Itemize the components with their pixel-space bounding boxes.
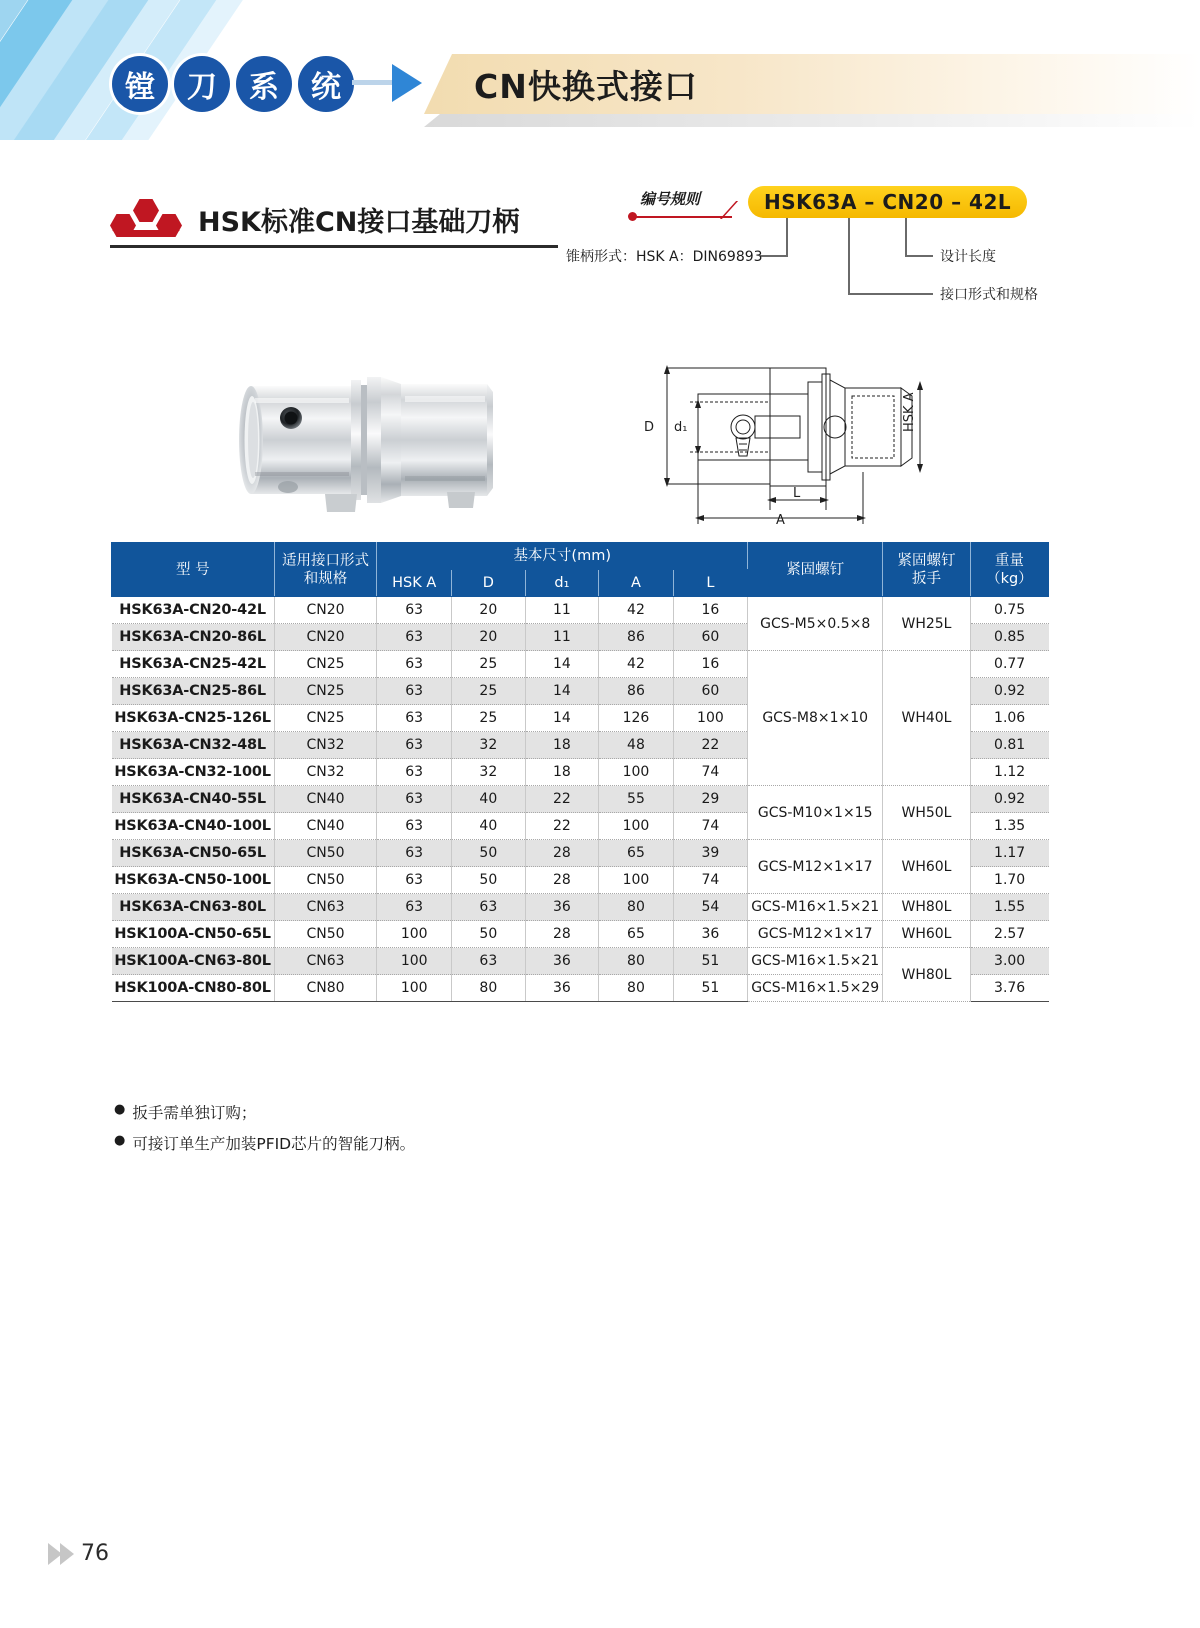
- note-text-2: 可接订单生产加装PFID芯片的智能刀柄。: [132, 1135, 416, 1153]
- cell-a: 80: [599, 894, 673, 921]
- cell-d: 32: [452, 732, 526, 759]
- cell-l: 39: [673, 840, 747, 867]
- drawing-label-d: D: [644, 420, 655, 435]
- callout-leg-interface-horiz: [848, 293, 933, 295]
- cell-hsk: 63: [377, 624, 452, 651]
- cell-screw: GCS-M5×0.5×8: [748, 597, 883, 651]
- col-header-weight-line1: 重量: [994, 552, 1024, 569]
- cell-screw: GCS-M12×1×17: [748, 921, 883, 948]
- cell-interface: CN63: [274, 948, 377, 975]
- cell-l: 29: [673, 786, 747, 813]
- technical-drawing: [630, 352, 930, 524]
- cell-a: 126: [599, 705, 673, 732]
- cell-weight: 1.06: [970, 705, 1048, 732]
- page-number: 76: [81, 1541, 109, 1566]
- cell-l: 22: [673, 732, 747, 759]
- cell-weight: 1.17: [970, 840, 1048, 867]
- cell-hsk: 100: [377, 948, 452, 975]
- cell-interface: CN40: [274, 786, 377, 813]
- cell-l: 16: [673, 597, 747, 624]
- bullet-icon: ●: [114, 1102, 126, 1117]
- cell-a: 48: [599, 732, 673, 759]
- col-header-interface-line2: 和规格: [303, 570, 348, 587]
- page-header: [0, 0, 1200, 140]
- note-item-2: [114, 1129, 415, 1160]
- cell-hsk: 63: [377, 678, 452, 705]
- cell-l: 74: [673, 759, 747, 786]
- cell-d1: 36: [525, 894, 599, 921]
- cell-interface: CN80: [274, 975, 377, 1002]
- cell-d: 50: [452, 840, 526, 867]
- cell-d: 20: [452, 597, 526, 624]
- cell-a: 42: [599, 651, 673, 678]
- cell-interface: CN20: [274, 597, 377, 624]
- header-badge-3: 系: [236, 56, 292, 112]
- numbering-rule-label: 编号规则: [640, 190, 701, 208]
- header-badge-4: 统: [298, 56, 354, 112]
- cell-model: HSK100A-CN50-65L: [112, 921, 275, 948]
- annotation-taper: 锥柄形式：HSK A：DIN69893: [566, 249, 763, 265]
- cell-interface: CN50: [274, 867, 377, 894]
- col-header-l: L: [673, 570, 747, 597]
- cell-interface: CN32: [274, 759, 377, 786]
- cell-a: 86: [599, 624, 673, 651]
- cell-screw: GCS-M16×1.5×29: [748, 975, 883, 1002]
- cell-model: HSK100A-CN80-80L: [112, 975, 275, 1002]
- section-heading: [110, 196, 558, 248]
- specification-table: [111, 542, 1049, 1002]
- cell-screw: GCS-M16×1.5×21: [748, 948, 883, 975]
- header-badge-group: [112, 56, 354, 112]
- cell-weight: 0.85: [970, 624, 1048, 651]
- cell-d: 40: [452, 786, 526, 813]
- col-header-basic-dims: 基本尺寸(mm): [377, 543, 748, 570]
- banner-plate-shadow: [424, 114, 1200, 127]
- cell-weight: 1.35: [970, 813, 1048, 840]
- drawing-label-d1: d₁: [674, 420, 688, 435]
- banner-title: CN快换式接口: [474, 66, 698, 106]
- cell-weight: 0.81: [970, 732, 1048, 759]
- cell-interface: CN50: [274, 840, 377, 867]
- cell-model: HSK63A-CN40-55L: [112, 786, 275, 813]
- cell-d: 25: [452, 651, 526, 678]
- cell-l: 60: [673, 624, 747, 651]
- callout-leg-taper: [786, 218, 788, 256]
- notes-list: [114, 1098, 415, 1160]
- col-header-wrench: [883, 543, 971, 597]
- cell-l: 16: [673, 651, 747, 678]
- cell-d1: 28: [525, 867, 599, 894]
- col-header-weight-line2: （kg）: [986, 570, 1033, 587]
- cell-l: 74: [673, 867, 747, 894]
- table-head: [112, 543, 1049, 597]
- cell-interface: CN63: [274, 894, 377, 921]
- cell-d1: 18: [525, 732, 599, 759]
- col-header-wrench-line1: 紧固螺钉: [897, 552, 956, 569]
- cell-d: 63: [452, 894, 526, 921]
- annotation-interface-spec: 接口形式和规格: [940, 287, 1038, 303]
- hexagon-logo-icon: [110, 199, 182, 239]
- callout-leg-interface: [848, 218, 850, 294]
- cell-a: 65: [599, 921, 673, 948]
- cell-d: 50: [452, 867, 526, 894]
- col-header-interface-line1: 适用接口形式: [281, 552, 369, 569]
- callout-leg-taper-horiz: [760, 255, 788, 257]
- col-header-wrench-line2: 扳手: [912, 570, 941, 587]
- cell-hsk: 63: [377, 813, 452, 840]
- cell-weight: 0.92: [970, 678, 1048, 705]
- drawing-label-l: L: [793, 486, 801, 501]
- cell-weight: 2.57: [970, 921, 1048, 948]
- cell-model: HSK63A-CN40-100L: [112, 813, 275, 840]
- cell-d1: 28: [525, 921, 599, 948]
- table-row: [112, 921, 1049, 948]
- cell-d1: 22: [525, 813, 599, 840]
- table-row: [112, 786, 1049, 813]
- cell-weight: 1.70: [970, 867, 1048, 894]
- cell-d1: 22: [525, 786, 599, 813]
- cell-hsk: 63: [377, 705, 452, 732]
- col-header-model: 型 号: [112, 543, 275, 597]
- table-row: [112, 894, 1049, 921]
- cell-a: 42: [599, 597, 673, 624]
- cell-hsk: 63: [377, 597, 452, 624]
- cell-d1: 18: [525, 759, 599, 786]
- cell-d: 32: [452, 759, 526, 786]
- cell-wrench: WH80L: [883, 948, 971, 1002]
- cell-d1: 36: [525, 948, 599, 975]
- col-header-interface: [274, 543, 377, 597]
- drawing-label-hsk-a: HSK A: [902, 392, 917, 432]
- cell-d: 80: [452, 975, 526, 1002]
- cell-d: 25: [452, 678, 526, 705]
- cell-wrench: WH80L: [883, 894, 971, 921]
- cell-l: 51: [673, 948, 747, 975]
- note-text-1: 扳手需单独订购；: [132, 1104, 257, 1122]
- cell-d: 25: [452, 705, 526, 732]
- cell-hsk: 63: [377, 759, 452, 786]
- cell-d1: 11: [525, 624, 599, 651]
- header-badge-1: 镗: [112, 56, 168, 112]
- cell-model: HSK63A-CN32-48L: [112, 732, 275, 759]
- cell-hsk: 63: [377, 732, 452, 759]
- cell-a: 65: [599, 840, 673, 867]
- bullet-icon: ●: [114, 1133, 126, 1148]
- note-item-1: [114, 1098, 415, 1129]
- cell-l: 51: [673, 975, 747, 1002]
- col-header-d1: d₁: [525, 570, 599, 597]
- cell-d: 63: [452, 948, 526, 975]
- cell-a: 100: [599, 759, 673, 786]
- cell-a: 55: [599, 786, 673, 813]
- arrow-right-icon: [392, 64, 422, 102]
- cell-wrench: WH25L: [883, 597, 971, 651]
- cell-interface: CN50: [274, 921, 377, 948]
- cell-weight: 0.77: [970, 651, 1048, 678]
- cell-interface: CN40: [274, 813, 377, 840]
- cell-weight: 0.75: [970, 597, 1048, 624]
- cell-l: 74: [673, 813, 747, 840]
- leader-line: [634, 216, 732, 218]
- cell-wrench: WH40L: [883, 651, 971, 786]
- cell-weight: 0.92: [970, 786, 1048, 813]
- cell-wrench: WH50L: [883, 786, 971, 840]
- cell-hsk: 63: [377, 867, 452, 894]
- cell-model: HSK100A-CN63-80L: [112, 948, 275, 975]
- cell-d1: 14: [525, 678, 599, 705]
- cell-interface: CN20: [274, 624, 377, 651]
- cell-wrench: WH60L: [883, 840, 971, 894]
- cell-weight: 1.55: [970, 894, 1048, 921]
- cell-hsk: 100: [377, 921, 452, 948]
- cell-d1: 11: [525, 597, 599, 624]
- col-header-hsk-a: HSK A: [377, 570, 452, 597]
- cell-l: 54: [673, 894, 747, 921]
- cell-weight: 3.76: [970, 975, 1048, 1002]
- header-badge-2: 刀: [174, 56, 230, 112]
- cell-a: 100: [599, 813, 673, 840]
- cell-interface: CN25: [274, 705, 377, 732]
- cell-interface: CN25: [274, 651, 377, 678]
- table-row: [112, 948, 1049, 975]
- cell-l: 60: [673, 678, 747, 705]
- product-photo: [225, 352, 515, 522]
- callout-leg-length: [905, 218, 907, 256]
- cell-screw: GCS-M12×1×17: [748, 840, 883, 894]
- cell-model: HSK63A-CN25-42L: [112, 651, 275, 678]
- table-row: [112, 840, 1049, 867]
- cell-d: 20: [452, 624, 526, 651]
- col-header-weight: [970, 543, 1048, 597]
- cell-d1: 14: [525, 651, 599, 678]
- cell-model: HSK63A-CN50-65L: [112, 840, 275, 867]
- col-header-screw: 紧固螺钉: [748, 543, 883, 597]
- cell-d: 50: [452, 921, 526, 948]
- table-row: [112, 651, 1049, 678]
- cell-weight: 1.12: [970, 759, 1048, 786]
- page-footer: [48, 1541, 109, 1566]
- table-header-row-1: [112, 543, 1049, 570]
- cell-model: HSK63A-CN25-126L: [112, 705, 275, 732]
- cell-model: HSK63A-CN25-86L: [112, 678, 275, 705]
- cell-model: HSK63A-CN63-80L: [112, 894, 275, 921]
- cell-hsk: 100: [377, 975, 452, 1002]
- table-body: [112, 597, 1049, 1002]
- triangle-right-icon: [60, 1543, 74, 1565]
- cell-a: 100: [599, 867, 673, 894]
- cell-wrench: WH60L: [883, 921, 971, 948]
- cell-interface: CN25: [274, 678, 377, 705]
- col-header-d: D: [452, 570, 526, 597]
- cell-weight: 3.00: [970, 948, 1048, 975]
- cell-model: HSK63A-CN50-100L: [112, 867, 275, 894]
- numbering-rule-diagram: [566, 178, 1080, 308]
- cell-hsk: 63: [377, 786, 452, 813]
- cell-model: HSK63A-CN20-42L: [112, 597, 275, 624]
- cell-interface: CN32: [274, 732, 377, 759]
- section-underline: [110, 245, 558, 248]
- cell-d1: 28: [525, 840, 599, 867]
- cell-model: HSK63A-CN32-100L: [112, 759, 275, 786]
- cell-hsk: 63: [377, 894, 452, 921]
- cell-l: 36: [673, 921, 747, 948]
- cell-screw: GCS-M10×1×15: [748, 786, 883, 840]
- callout-leg-length-horiz: [905, 255, 933, 257]
- drawing-label-a: A: [776, 513, 785, 524]
- cell-hsk: 63: [377, 840, 452, 867]
- cell-screw: GCS-M16×1.5×21: [748, 894, 883, 921]
- annotation-design-length: 设计长度: [940, 249, 996, 265]
- cell-d: 40: [452, 813, 526, 840]
- cell-screw: GCS-M8×1×10: [748, 651, 883, 786]
- table-row: [112, 597, 1049, 624]
- cell-a: 80: [599, 948, 673, 975]
- cell-a: 80: [599, 975, 673, 1002]
- cell-model: HSK63A-CN20-86L: [112, 624, 275, 651]
- part-code-pill: HSK63A – CN20 – 42L: [748, 186, 1027, 218]
- cell-l: 100: [673, 705, 747, 732]
- cell-d1: 14: [525, 705, 599, 732]
- col-header-a: A: [599, 570, 673, 597]
- cell-a: 86: [599, 678, 673, 705]
- cell-d1: 36: [525, 975, 599, 1002]
- cell-hsk: 63: [377, 651, 452, 678]
- section-title: HSK标准CN接口基础刀柄: [198, 206, 520, 238]
